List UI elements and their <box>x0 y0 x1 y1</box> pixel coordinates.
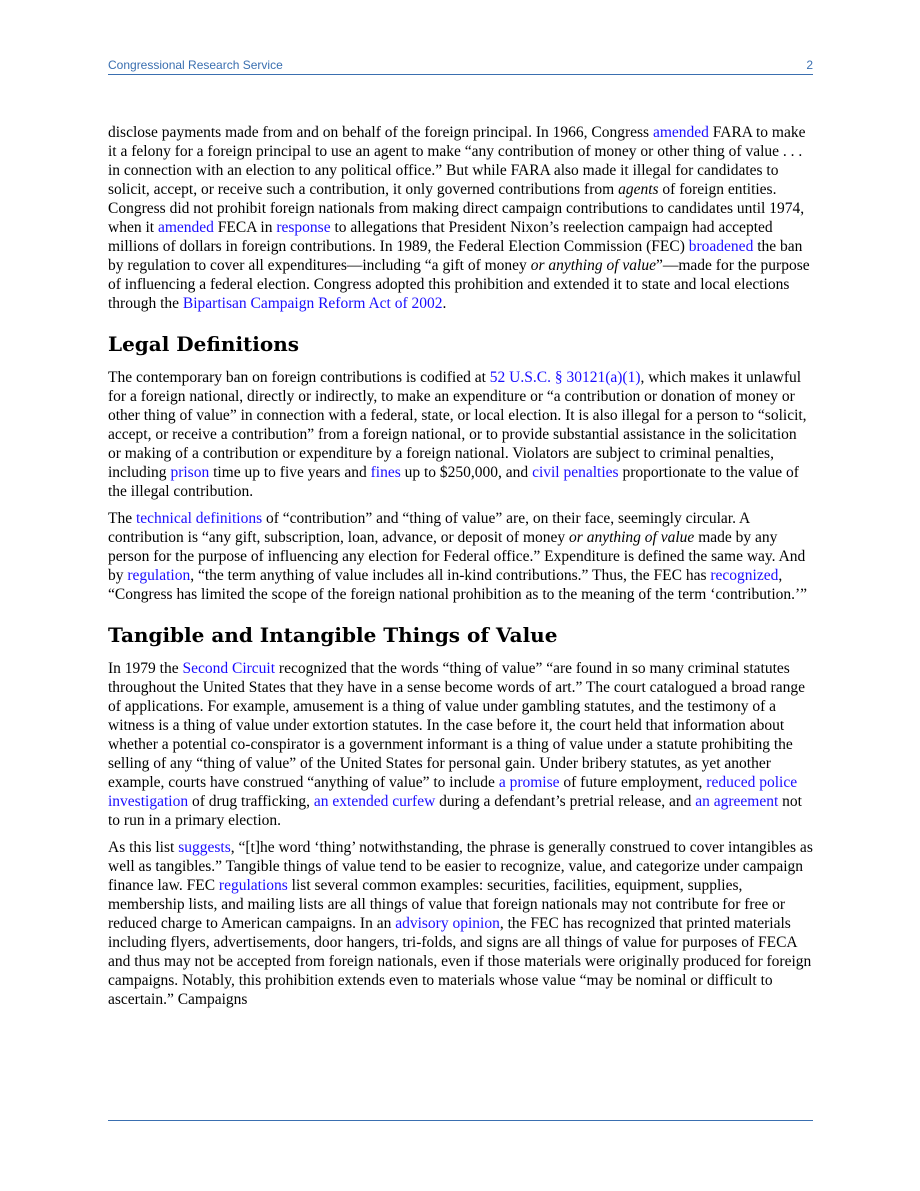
link-recognized[interactable]: recognized <box>710 567 779 584</box>
link-response[interactable]: response <box>276 219 331 236</box>
paragraph-second-circuit: In 1979 the Second Circuit recognized that the words “thing of value” “are found in so many criminal statutes throughout the United States that they have in a sense become words of art.” The court catalogued a broad range of applications. For example, amusement is a thing of value under gambling statutes, and the testimony of a witness is a thing of value under extortion statutes. In the case before it, the court held that information about whether a potential co-conspirator is a government informant is a thing of value under a statute prohibiting the selling of any “thing of value” of the United States for personal gain. Under bribery statutes, as yet another example, courts have construed “anything of value” to include a promise of future employment, reduced police investigation of drug trafficking, an extended curfew during a defendant’s pretrial release, and an agreement not to run in a primary election. <box>108 660 805 829</box>
link-civil-penalties[interactable]: civil penalties <box>532 464 619 481</box>
paragraph-history: disclose payments made from and on behalf of the foreign principal. In 1966, Congress amended FARA to make it a felony for a foreign principal to use an agent to make “any contribution of money or other thing of value . . . in connection with an election to any political office.” But while FARA also made it illegal for candidates to solicit, accept, or receive such a contribution, it only governed contributions from agents of foreign entities. Congress did not prohibit foreign nationals from making direct campaign contributions to candidates until 1974, when it amended FECA in response to allegations that President Nixon’s reelection campaign had accepted millions of dollars in foreign contributions. In 1989, the Federal Election Commission (FEC) broadened the ban by regulation to cover all expenditures—including “a gift of money or anything of value”—made for the purpose of influencing a federal election. Congress adopted this prohibition and extended it to state and local elections through the Bipartisan Campaign Reform Act of 2002. <box>108 124 810 312</box>
link-broadened[interactable]: broadened <box>688 238 754 255</box>
paragraph-tangibles: As this list suggests, “[t]he word ‘thing’ notwithstanding, the phrase is generally construed to cover intangibles as well as tangibles.” Tangible things of value tend to be easier to recognize, value, and categorize under campaign finance law. FEC regulations list several common examples: securities, facilities, equipment, supplies, membership lists, and mailing lists are all things of value that foreign nationals may not contribute for free or reduced charge to American campaigns. In an advisory opinion, the FEC has recognized that printed materials including flyers, advertisements, door hangers, tri-folds, and signs are all things of value for purposes of FECA and thus may not be accepted from foreign nationals, even if those materials were originally produced for foreign campaigns. Notably, this prohibition extends even to materials whose value “may be nominal or difficult to ascertain.” Campaigns <box>108 839 813 1008</box>
paragraph-ban: The contemporary ban on foreign contributions is codified at 52 U.S.C. § 30121(a)(1), which makes it unlawful for a foreign national, directly or indirectly, to make an expenditure or “a contribution or donation of money or other thing of value” in connection with a federal, state, or local election. It is also illegal for a person to “solicit, accept, or receive a contribution” from a foreign national, or to provide substantial assistance in the solicitation or making of a contribution or expenditure by a foreign national. Violators are subject to criminal penalties, including prison time up to five years and fines up to $250,000, and civil penalties proportionate to the value of the illegal contribution. <box>108 369 807 500</box>
page-header <box>108 58 813 75</box>
heading-legal-definitions: Legal Definitions <box>108 332 300 356</box>
link-regulations[interactable]: regulations <box>218 877 288 894</box>
link-a-promise[interactable]: a promise <box>498 774 560 791</box>
header-page-number: 2 <box>806 58 813 72</box>
heading-tangible-intangible: Tangible and Intangible Things of Value <box>108 623 558 647</box>
link-amended-1974[interactable]: amended <box>157 219 214 236</box>
link-prison[interactable]: prison <box>170 464 210 481</box>
link-extended-curfew[interactable]: an extended curfew <box>313 793 436 810</box>
link-regulation[interactable]: regulation <box>127 567 191 584</box>
link-suggests[interactable]: suggests <box>178 839 231 856</box>
link-bcra-2002[interactable]: Bipartisan Campaign Reform Act of 2002 <box>182 295 443 312</box>
link-amended-1966[interactable]: amended <box>652 124 709 141</box>
link-an-agreement[interactable]: an agreement <box>695 793 779 810</box>
link-second-circuit[interactable]: Second Circuit <box>182 660 276 677</box>
link-52-usc-30121[interactable]: 52 U.S.C. § 30121(a)(1) <box>489 369 641 386</box>
footer-divider <box>108 1120 813 1121</box>
link-technical-definitions[interactable]: technical definitions <box>135 510 263 527</box>
link-advisory-opinion[interactable]: advisory opinion <box>395 915 500 932</box>
link-fines[interactable]: fines <box>370 464 401 481</box>
link-reduced-police-investigation[interactable]: reduced police investigation <box>108 774 798 810</box>
document-body <box>108 123 813 1017</box>
paragraph-definitions: The technical definitions of “contribution” and “thing of value” are, on their face, seemingly circular. A contribution is “any gift, subscription, loan, advance, or deposit of money or anything of value made by any person for the purpose of influencing any election for Federal office.” Expenditure is defined the same way. And by regulation, “the term anything of value includes all in-kind contributions.” Thus, the FEC has recognized, “Congress has limited the scope of the foreign national prohibition as to the meaning of the term ‘contribution.’” <box>108 510 808 603</box>
header-organization: Congressional Research Service <box>108 58 283 72</box>
